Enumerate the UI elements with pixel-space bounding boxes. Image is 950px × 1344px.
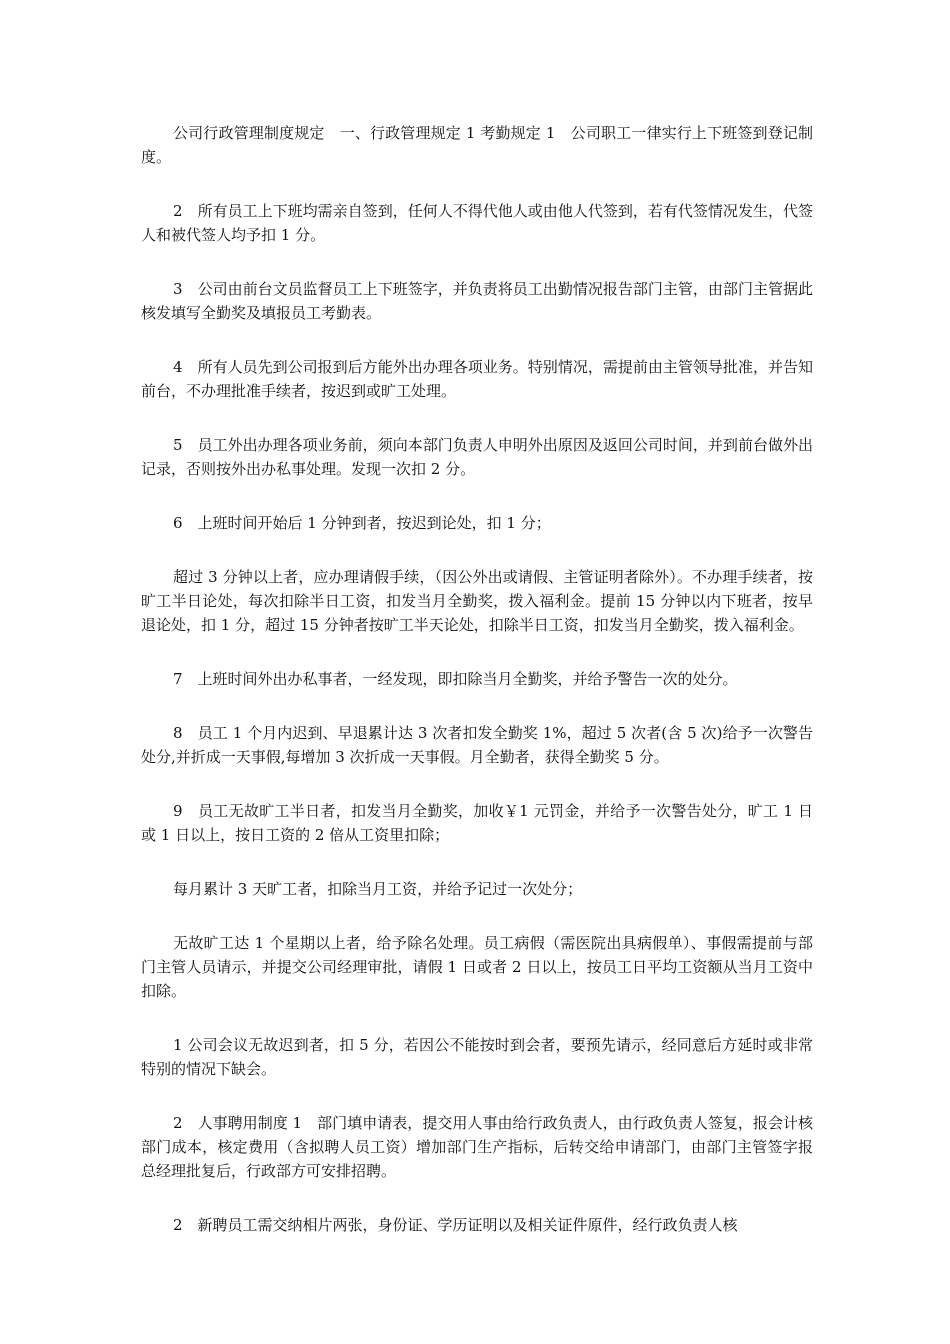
paragraph-5: 5 员工外出办理各项业务前，须向本部门负责人申明外出原因及返回公司时间，并到前台做外出记录，否则按外出办私事处理。发现一次扣 2 分。 (141, 436, 813, 478)
paragraph-2: 2 所有员工上下班均需亲自签到，任何人不得代他人或由他人代签到，若有代签情况发生，代签人和被代签人均予扣 1 分。 (141, 202, 813, 244)
paragraph-14: 2 人事聘用制度 1 部门填申请表，提交用人事由给行政负责人，由行政负责人签复，报会计核部门成本，核定费用（含拟聘人员工资）增加部门生产指标，后转交给申请部门，由部门主管签字报总经理批复后，行政部方可安排招聘。 (141, 1114, 813, 1180)
paragraph-3: 3 公司由前台文员监督员工上下班签字，并负责将员工出勤情况报告部门主管，由部门主管据此核发填写全勤奖及填报员工考勤表。 (141, 280, 813, 322)
paragraph-7: 超过 3 分钟以上者，应办理请假手续，（因公外出或请假、主管证明者除外）。不办理手续者，按旷工半日论处，每次扣除半日工资，扣发当月全勤奖，拨入福利金。提前 15 分钟以内下班者，按早退论处，扣 1 分，超过 15 分钟者按旷工半天论处，扣除半日工资，扣发当月全勤奖，拨入福利金。 (141, 568, 813, 634)
paragraph-8: 7 上班时间外出办私事者，一经发现，即扣除当月全勤奖，并给予警告一次的处分。 (173, 670, 738, 688)
paragraph-11: 每月累计 3 天旷工者，扣除当月工资，并给予记过一次处分； (173, 880, 583, 898)
paragraph-4: 4 所有人员先到公司报到后方能外出办理各项业务。特别情况，需提前由主管领导批准，并告知前台，不办理批准手续者，按迟到或旷工处理。 (141, 358, 813, 400)
paragraph-1: 公司行政管理制度规定 一、行政管理规定 1 考勤规定 1 公司职工一律实行上下班签到登记制度。 (141, 124, 813, 166)
paragraph-12: 无故旷工达 1 个星期以上者，给予除名处理。员工病假（需医院出具病假单）、事假需提前与部门主管人员请示，并提交公司经理审批，请假 1 日或者 2 日以上，按员工日平均工资额从当月工资中扣除。 (141, 934, 813, 1000)
document-body (141, 121, 813, 1267)
paragraph-13: 1 公司会议无故迟到者，扣 5 分，若因公不能按时到会者，要预先请示，经同意后方延时或非常特别的情况下缺会。 (141, 1036, 813, 1078)
paragraph-10: 9 员工无故旷工半日者，扣发当月全勤奖，加收￥1 元罚金，并给予一次警告处分，旷工 1 日或 1 日以上，按日工资的 2 倍从工资里扣除； (141, 802, 813, 844)
paragraph-15: 2 新聘员工需交纳相片两张，身份证、学历证明以及相关证件原件，经行政负责人核 (173, 1216, 738, 1234)
paragraph-9: 8 员工 1 个月内迟到、早退累计达 3 次者扣发全勤奖 1%，超过 5 次者(含 5 次)给予一次警告处分,并折成一天事假,每增加 3 次折成一天事假。月全勤者，获得全勤奖 5 分。 (141, 724, 813, 766)
paragraph-6: 6 上班时间开始后 1 分钟到者，按迟到论处，扣 1 分； (173, 514, 551, 532)
